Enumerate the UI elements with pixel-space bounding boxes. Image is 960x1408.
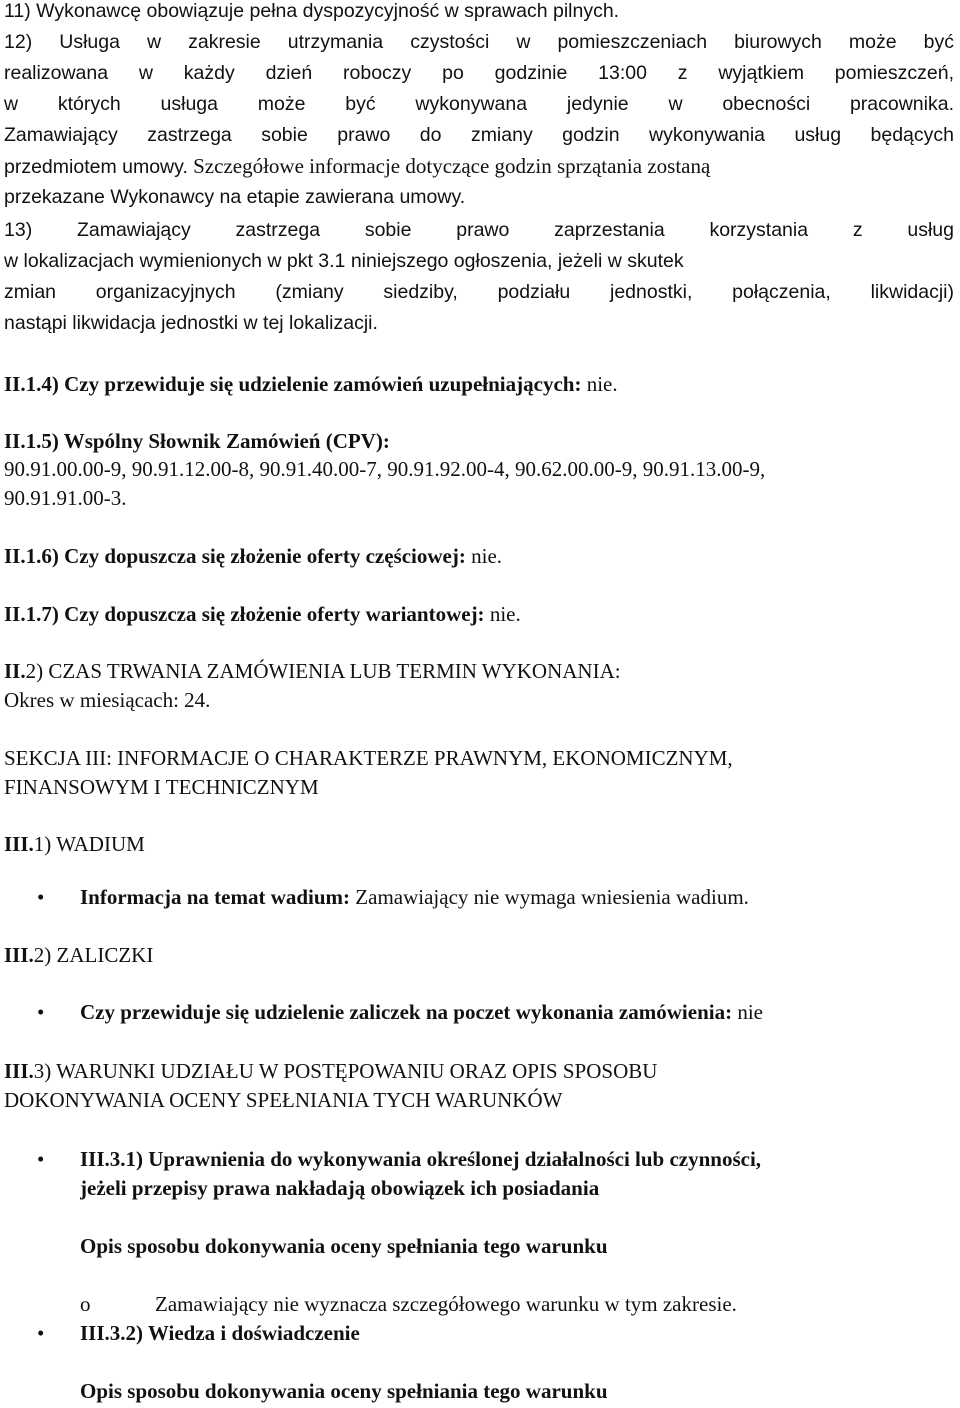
wadium-info-label: Informacja na temat wadium: xyxy=(80,885,351,909)
item-13-line-2 xyxy=(4,247,954,276)
section-ii-2-prefix: II. xyxy=(4,659,26,683)
item-13-line-2a: w lokalizacjach wymienionych w pkt 3 xyxy=(4,250,330,272)
section-iii-title-line-1: SEKCJA III: INFORMACJE O CHARAKTERZE PRAWNYM, EKONOMICZNYM, xyxy=(4,746,733,770)
section-ii-1-7-value: nie. xyxy=(484,602,521,626)
zaliczki-info-label: Czy przewiduje się udzielenie zaliczek na poczet wykonania zamówienia: xyxy=(80,1000,733,1024)
section-iii-title-line-2: FINANSOWYM I TECHNICZNYM xyxy=(4,775,319,799)
section-iii-2-prefix: III. xyxy=(4,943,34,967)
section-iii-3-1-line-1: III.3.1) Uprawnienia do wykonywania określonej działalności lub czynności, xyxy=(80,1147,762,1171)
section-iii-1-prefix: III. xyxy=(4,832,34,856)
circle-bullet-icon: o xyxy=(80,1292,91,1316)
wadium-info xyxy=(80,883,950,912)
cpv-codes-line-1: 90.91.00.00-9, 90.91.12.00-8, 90.91.40.00-7, 90.91.92.00-4, 90.62.00.00-9, 90.91.13.00-9, xyxy=(4,457,766,481)
section-iii-3-1-opis: Opis sposobu dokonywania oceny spełniania tego warunku xyxy=(80,1234,608,1258)
section-iii-3-heading-line-1 xyxy=(4,1057,954,1086)
section-iii-2-label: 2) ZALICZKI xyxy=(33,943,154,967)
item-12-line-4: Zamawiający zastrzega sobie prawo do zmiany godzin wykonywania usług będących xyxy=(4,124,954,146)
bullet-icon: • xyxy=(37,885,45,909)
cpv-codes-line-2: 90.91.91.00-3. xyxy=(4,486,127,510)
section-iii-3-2-heading: III.3.2) Wiedza i doświadczenie xyxy=(80,1321,360,1345)
section-iii-3-heading-line-2: DOKONYWANIA OCENY SPEŁNIANIA TYCH WARUNKÓW xyxy=(4,1088,563,1112)
item-13-line-2b: .1 niniejszego ogłoszenia, jeżeli w skutek xyxy=(329,250,684,272)
item-13-line-3: zmian organizacyjnych (zmiany siedziby, podziału jednostki, połączenia, likwidacji) xyxy=(4,281,954,303)
section-ii-1-4-value: nie. xyxy=(581,372,618,396)
item-12-line-6: przekazane Wykonawcy na etapie zawierana umowy. xyxy=(4,186,466,208)
section-ii-2-heading xyxy=(4,657,954,686)
wadium-info-value: Zamawiający nie wymaga wniesienia wadium. xyxy=(350,885,749,909)
section-iii-1-heading xyxy=(4,830,954,859)
section-ii-1-7 xyxy=(4,600,954,629)
section-ii-1-6-label: II.1.6) Czy dopuszcza się złożenie oferty częściowej: xyxy=(4,544,466,568)
section-iii-2-heading xyxy=(4,941,954,970)
section-iii-3-2-opis: Opis sposobu dokonywania oceny spełniania tego warunku xyxy=(80,1379,608,1403)
item-13-line-4: nastąpi likwidacja jednostki w tej lokalizacji. xyxy=(4,312,378,334)
bullet-icon: • xyxy=(37,1000,45,1024)
zaliczki-info-value: nie xyxy=(732,1000,763,1024)
item-12-line-5a: przedmiotem umowy. xyxy=(4,156,188,178)
section-ii-1-5-label: II.1.5) Wspólny Słownik Zamówień (CPV): xyxy=(4,429,390,453)
zaliczki-info xyxy=(80,998,950,1027)
section-ii-1-7-label: II.1.7) Czy dopuszcza się złożenie oferty wariantowej: xyxy=(4,602,485,626)
section-ii-2-label: 2) CZAS TRWANIA ZAMÓWIENIA LUB TERMIN WYKONANIA: xyxy=(25,659,621,683)
bullet-icon: • xyxy=(37,1147,45,1171)
item-12-line-1: 12) Usługa w zakresie utrzymania czystości w pomieszczeniach biurowych może być xyxy=(4,31,954,53)
item-11: 11) Wykonawcę obowiązuje pełna dyspozycyjność w sprawach pilnych. xyxy=(4,0,620,22)
section-ii-1-6-value: nie. xyxy=(465,544,503,568)
section-ii-1-6 xyxy=(4,542,954,571)
section-ii-1-4-label: II.1.4) Czy przewiduje się udzielenie zamówień uzupełniających: xyxy=(4,372,582,396)
section-iii-3-label: 3) WARUNKI UDZIAŁU W POSTĘPOWANIU ORAZ OPIS SPOSOBU xyxy=(33,1059,658,1083)
bullet-icon: • xyxy=(37,1321,45,1345)
section-iii-3-1-line-2: jeżeli przepisy prawa nakładają obowiązek ich posiadania xyxy=(80,1176,600,1200)
section-ii-1-4 xyxy=(4,370,954,399)
item-12-line-3: w których usługa może być wykonywana jedynie w obecności pracownika. xyxy=(4,93,954,115)
item-13-line-1: 13) Zamawiający zastrzega sobie prawo zaprzestania korzystania z usług xyxy=(4,219,954,241)
item-12-line-2: realizowana w każdy dzień roboczy po godzinie 13:00 z wyjątkiem pomieszczeń, xyxy=(4,62,954,84)
section-iii-3-prefix: III. xyxy=(4,1059,34,1083)
section-ii-2-value: Okres w miesiącach: 24. xyxy=(4,688,211,712)
item-12-line-5b: Szczegółowe informacje dotyczące godzin sprzątania zostaną xyxy=(187,154,711,178)
section-iii-1-label: 1) WADIUM xyxy=(33,832,145,856)
section-iii-3-1-sub: Zamawiający nie wyznacza szczegółowego warunku w tym zakresie. xyxy=(155,1292,737,1316)
item-12-line-5 xyxy=(4,152,954,181)
